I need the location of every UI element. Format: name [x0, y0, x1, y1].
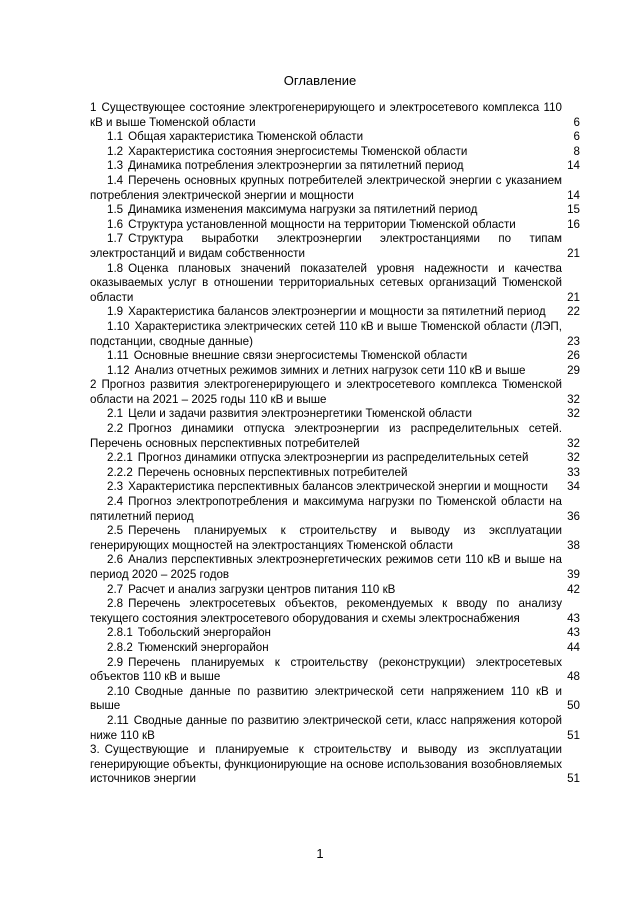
toc-entry[interactable]	[90, 524, 580, 553]
toc-entry-page: 43	[567, 611, 580, 625]
toc-entry-title: Расчет и анализ загрузки центров питания 110 кВ	[128, 582, 396, 596]
toc-entry[interactable]	[90, 495, 580, 524]
toc-entry-number: 2.4	[107, 495, 124, 509]
toc-entry-number: 1.4	[107, 173, 124, 187]
toc-entry[interactable]	[90, 159, 580, 174]
toc-entry[interactable]	[90, 466, 580, 481]
toc-entry-number: 1.10	[107, 319, 130, 333]
toc-entry-number: 2.9	[107, 655, 124, 669]
toc-entry[interactable]	[90, 641, 580, 656]
toc-entry[interactable]	[90, 101, 580, 130]
toc-entry[interactable]	[90, 451, 580, 466]
toc-entry[interactable]	[90, 743, 580, 787]
toc-entry-number: 1.3	[107, 159, 124, 173]
toc-entry-number: 2.7	[107, 582, 124, 596]
toc-entry-title: Характеристика балансов электроэнергии и мощности за пятилетний период	[128, 305, 546, 319]
toc-entry-page: 43	[567, 626, 580, 640]
toc-entry-number: 2.10	[107, 684, 130, 698]
toc-entry-number: 2.1	[107, 407, 124, 421]
toc-entry[interactable]	[90, 320, 580, 349]
toc-entry-number: 1.12	[107, 363, 130, 377]
toc-entry-title: Структура выработки электроэнергии электростанциями по типам электростанций и видам собственности	[90, 232, 562, 260]
toc-entry-title: Прогноз электропотребления и максимума нагрузки по Тюменской области на пятилетний период	[90, 495, 562, 523]
toc-entry-page: 14	[567, 188, 580, 202]
toc-entry-page: 16	[567, 217, 580, 231]
toc-entry-title: Прогноз динамики отпуска электроэнергии из распределительных сетей. Перечень основных перспективных потребителей	[90, 422, 562, 450]
toc-entry-title: Сводные данные по развитию электрической сети напряжением 110 кВ и выше	[90, 684, 562, 713]
toc-entry-page: 33	[567, 465, 580, 479]
toc-entry-number: 3.	[90, 743, 100, 757]
toc-entry-title: Перечень электросетевых объектов, рекомендуемых к вводу по анализу текущего состояния электросетевого оборудования и схемы электроснабжения	[90, 597, 562, 625]
toc-entry-title: Существующие и планируемые к строительству и выводу из эксплуатации генерирующие объекты, функционирующие на основе использования возобновляемых источников энергии	[90, 743, 562, 786]
toc-entry-number: 2.2.2	[107, 465, 133, 479]
toc-entry-number: 2.3	[107, 480, 124, 494]
toc-entry-number: 2.8.1	[107, 626, 133, 640]
toc-entry-page: 44	[567, 640, 580, 654]
toc-entry-number: 1.8	[107, 261, 124, 275]
toc-entry-number: 1.5	[107, 203, 124, 217]
toc-entry-page: 34	[567, 480, 580, 494]
toc-entry-page: 51	[567, 772, 580, 786]
toc-entry-page: 39	[567, 568, 580, 581]
toc-entry-title: Прогноз развития электрогенерирующего и электросетевого комплекса Тюменской области на 2021 – 2025 годы 110 кВ и выше	[90, 378, 562, 406]
toc-entry-page: 26	[567, 349, 580, 363]
toc-entry-page: 36	[567, 509, 580, 523]
toc-entry-title: Основные внешние связи энергосистемы Тюменской области	[133, 349, 468, 363]
page-title: Оглавление	[283, 73, 357, 88]
toc-entry[interactable]	[90, 364, 580, 379]
toc-entry[interactable]	[90, 422, 580, 451]
toc-entry-title: Структура установленной мощности на территории Тюменской области	[128, 217, 516, 231]
toc-entry-title: Оценка плановых значений показателей уровня надежности и качества оказываемых услуг в отношении территориальных сетевых организаций Тюменской области	[90, 261, 562, 304]
toc-entry-title: Характеристика электрических сетей 110 кВ и выше Тюменской области (ЛЭП, подстанции, сводные данные)	[90, 319, 562, 348]
toc-entry[interactable]	[90, 305, 580, 320]
toc-entry[interactable]	[90, 174, 580, 203]
toc-entry[interactable]	[90, 203, 580, 218]
toc-entry-title: Анализ отчетных режимов зимних и летних нагрузок сети 110 кВ и выше	[134, 363, 526, 377]
toc-entry-title: Цели и задачи развития электроэнергетики Тюменской области	[128, 407, 472, 421]
toc-entry[interactable]	[90, 480, 580, 495]
toc-entry[interactable]	[90, 349, 580, 364]
toc-entry-title: Динамика изменения максимума нагрузки за пятилетний период	[128, 203, 478, 217]
toc-entry[interactable]	[90, 626, 580, 641]
toc-entry-page: 14	[567, 159, 580, 173]
toc-entry-number: 1.1	[107, 130, 124, 144]
toc-entry-page: 21	[567, 290, 580, 304]
toc-entry-title: Динамика потребления электроэнергии за пятилетний период	[128, 159, 464, 173]
toc-entry-title: Характеристика перспективных балансов электрической энергии и мощности	[128, 480, 548, 494]
toc-entry-page: 6	[573, 130, 580, 144]
toc-entry[interactable]	[90, 714, 580, 743]
toc-entry-title: Перечень планируемых к строительству (реконструкции) электросетевых объектов 110 кВ и выше	[90, 655, 562, 684]
toc-entry-page: 6	[573, 115, 580, 129]
toc-entry-title: Общая характеристика Тюменской области	[128, 130, 364, 144]
toc-entry[interactable]	[90, 130, 580, 145]
toc-entry-page: 29	[567, 363, 580, 377]
toc-entry-number: 2.6	[107, 553, 124, 567]
toc-entry-title: Анализ перспективных электроэнергетических режимов сети 110 кВ и выше на период 2020 – 2025 годов	[90, 553, 562, 581]
toc-entry-number: 1.7	[107, 232, 124, 246]
table-of-contents	[90, 101, 580, 787]
toc-entry[interactable]	[90, 407, 580, 422]
toc-entry-number: 1.11	[107, 349, 129, 363]
toc-entry-page: 23	[567, 334, 580, 348]
toc-entry-page: 38	[567, 538, 580, 552]
toc-entry-number: 2.5	[107, 524, 124, 538]
toc-entry-title: Существующее состояние электрогенерирующего и электросетевого комплекса 110 кВ и выше Тюменской области	[90, 101, 562, 129]
toc-entry-number: 2.8.2	[107, 640, 133, 654]
toc-entry-page: 32	[567, 451, 580, 465]
toc-entry[interactable]	[90, 553, 580, 582]
toc-entry-number: 2.2	[107, 422, 124, 436]
toc-entry-number: 1.9	[107, 305, 124, 319]
toc-entry-number: 2	[90, 378, 97, 392]
toc-entry[interactable]	[90, 583, 580, 598]
toc-entry[interactable]	[90, 232, 580, 261]
toc-entry-page: 15	[567, 203, 580, 217]
toc-entry-number: 1.6	[107, 217, 124, 231]
toc-entry[interactable]	[90, 218, 580, 233]
toc-entry-number: 2.2.1	[107, 451, 133, 465]
toc-entry-page: 51	[567, 728, 580, 742]
toc-entry-page: 42	[567, 582, 580, 596]
toc-entry-page: 50	[567, 699, 580, 713]
toc-entry[interactable]	[90, 145, 580, 160]
toc-entry-number: 1	[90, 101, 97, 114]
toc-entry-title: Прогноз динамики отпуска электроэнергии из распределительных сетей	[137, 451, 529, 465]
toc-entry-page: 48	[567, 670, 580, 684]
toc-entry-page: 32	[567, 436, 580, 450]
toc-entry[interactable]	[90, 685, 580, 714]
toc-entry-title: Сводные данные по развитию электрической сети, класс напряжения которой ниже 110 кВ	[90, 713, 562, 742]
toc-entry[interactable]	[90, 378, 580, 407]
toc-entry-page: 22	[567, 305, 580, 319]
toc-entry-title: Перечень основных перспективных потребителей	[137, 465, 408, 479]
toc-entry-number: 2.8	[107, 597, 124, 611]
toc-entry-number: 2.11	[107, 713, 129, 727]
toc-entry-title: Тюменский энергорайон	[137, 640, 269, 654]
toc-entry-page: 21	[567, 246, 580, 260]
toc-entry-title: Тобольский энергорайон	[137, 626, 271, 640]
toc-entry[interactable]	[90, 262, 580, 306]
toc-entry-title: Перечень основных крупных потребителей электрической энергии с указанием потребления электрической энергии и мощности	[90, 173, 562, 202]
toc-entry-title: Характеристика состояния энергосистемы Тюменской области	[128, 144, 468, 158]
toc-entry-title: Перечень планируемых к строительству и выводу из эксплуатации генерирующих мощностей на электростанциях Тюменской области	[90, 524, 562, 552]
toc-entry-page: 8	[573, 144, 580, 158]
toc-entry-page: 32	[567, 407, 580, 421]
page-number: 1	[316, 846, 324, 861]
toc-entry[interactable]	[90, 597, 580, 626]
toc-entry-number: 1.2	[107, 144, 124, 158]
toc-entry-page: 32	[567, 392, 580, 406]
toc-entry[interactable]	[90, 656, 580, 685]
